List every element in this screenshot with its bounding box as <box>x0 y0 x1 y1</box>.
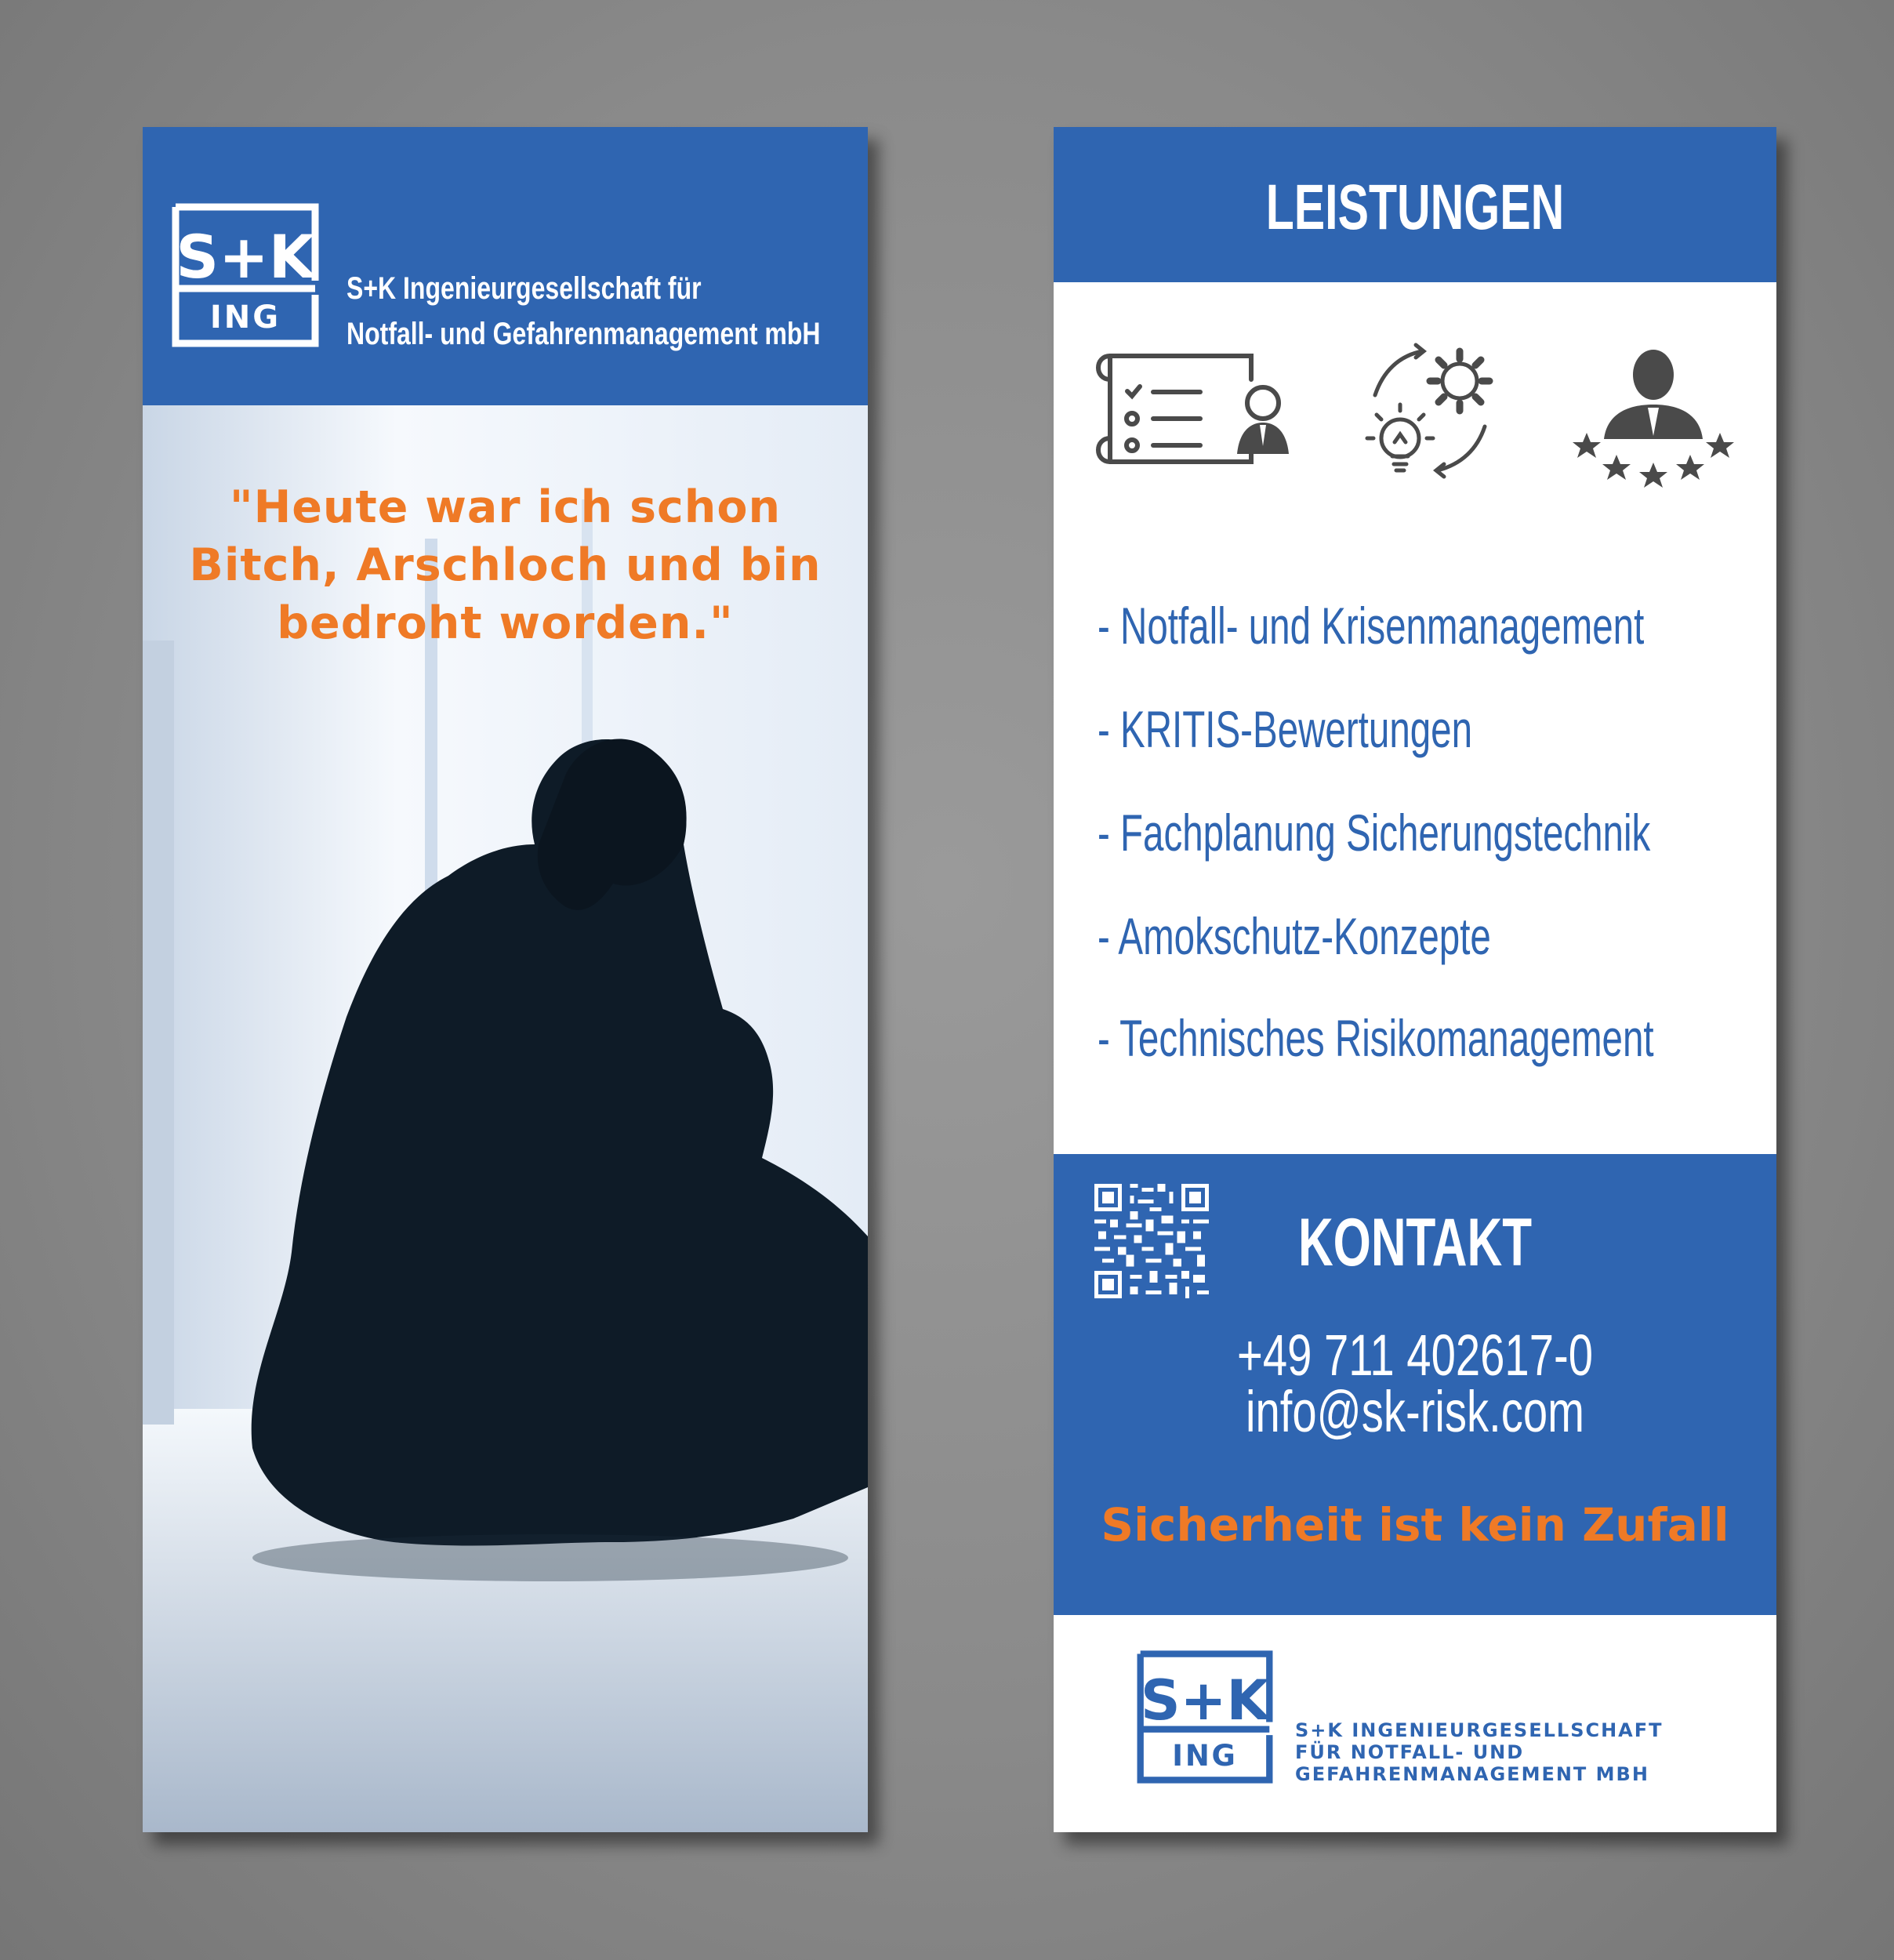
sk-ing-logo <box>171 202 320 348</box>
flyer-back <box>1054 127 1776 1832</box>
quote-line-2: Bitch, Arschloch und bin <box>189 539 822 591</box>
svg-text:ING: ING <box>209 299 281 336</box>
contact-section <box>1054 1154 1776 1615</box>
footer-company-line-2: FÜR NOTFALL- UND <box>1295 1741 1525 1763</box>
quote-line-3: bedroht worden." <box>277 597 734 649</box>
services-title: LEISTUNGEN <box>1265 172 1565 243</box>
footer-company-line-3: GEFAHRENMANAGEMENT MBH <box>1295 1763 1649 1785</box>
idea-gear-cycle-icon <box>1352 332 1508 489</box>
quote-line-1: "Heute war ich schon <box>229 481 782 533</box>
expert-rating-icon <box>1571 337 1736 494</box>
svg-text:S+K: S+K <box>1141 1668 1269 1733</box>
svg-text:S+K: S+K <box>176 222 315 292</box>
service-item-notfall: - Notfall- und Krisenmanagement <box>1098 597 1645 655</box>
quote-text <box>143 478 868 652</box>
slogan: Sicherheit ist kein Zufall <box>1101 1498 1729 1552</box>
service-item-kritis: - KRITIS-Bewertungen <box>1098 700 1473 758</box>
service-item-amokschutz: - Amokschutz-Konzepte <box>1098 907 1491 965</box>
company-name-line-2: Notfall- und Gefahrenmanagement mbH <box>347 317 821 351</box>
company-name-line-1: S+K Ingenieurgesellschaft für <box>347 271 702 306</box>
contact-phone[interactable]: +49 711 402617-0 <box>1236 1323 1593 1388</box>
plan-checklist-icon <box>1087 348 1298 474</box>
svg-text:ING: ING <box>1172 1738 1238 1773</box>
footer-sk-ing-logo <box>1135 1650 1275 1784</box>
contact-title: KONTAKT <box>1297 1205 1533 1280</box>
front-header <box>143 127 868 405</box>
contact-email[interactable]: info@sk-risk.com <box>1245 1379 1585 1444</box>
service-item-risikomanagement: - Technisches Risikomanagement <box>1098 1009 1654 1067</box>
services-header <box>1054 127 1776 282</box>
service-item-fachplanung: - Fachplanung Sicherungstechnik <box>1098 804 1651 862</box>
flyer-front <box>143 127 868 1832</box>
footer-company-line-1: S+K INGENIEURGESELLSCHAFT <box>1295 1719 1664 1741</box>
